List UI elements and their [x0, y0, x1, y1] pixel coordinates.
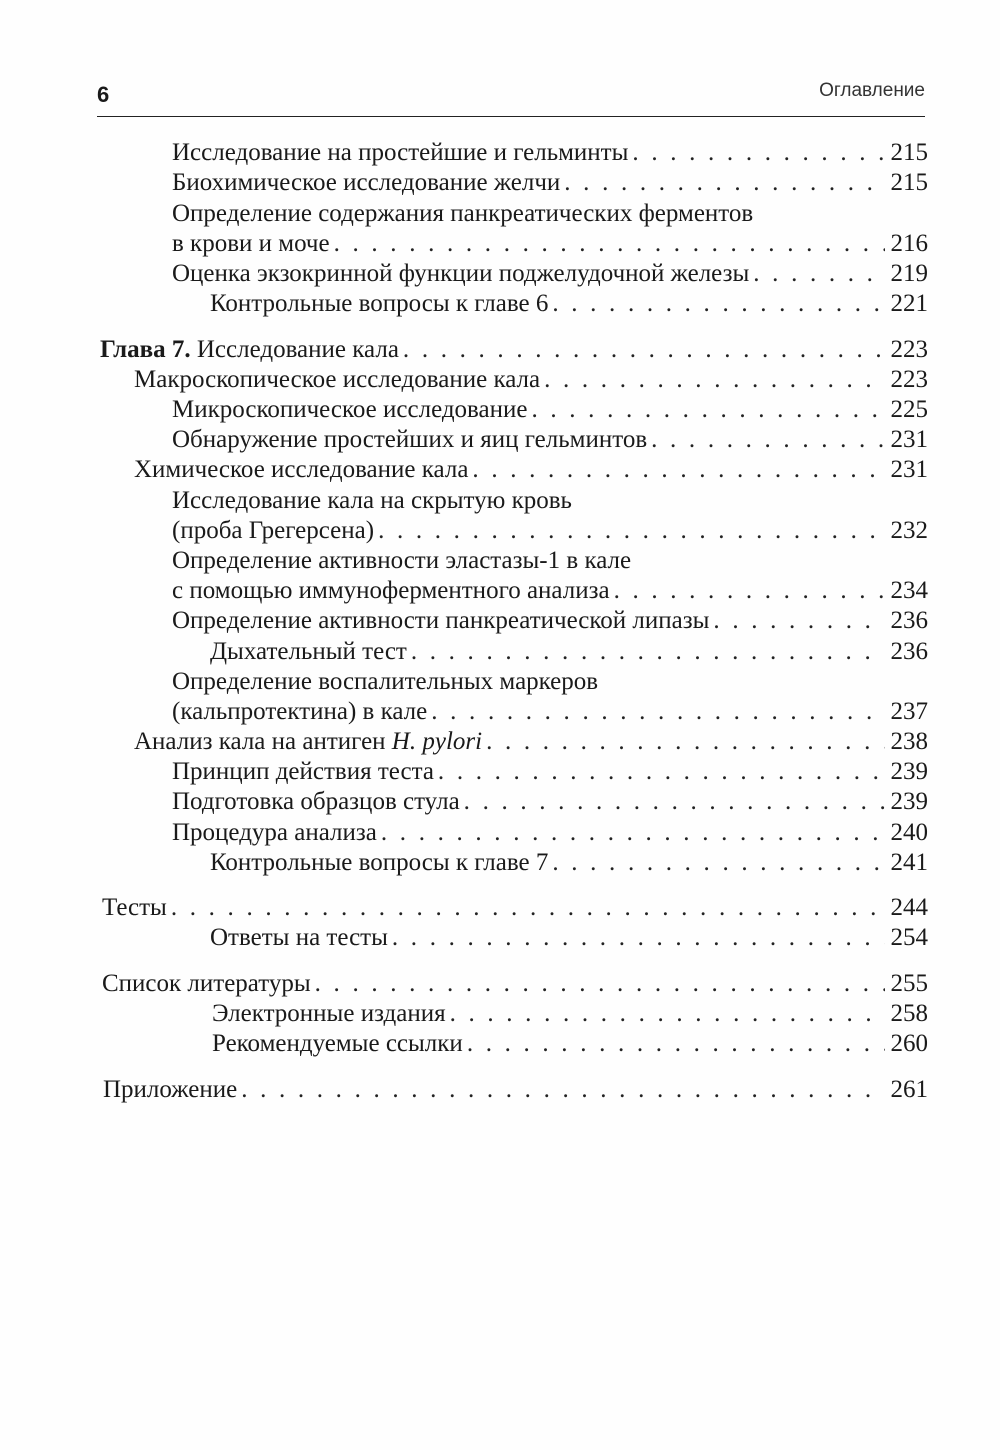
toc-entry-title: (проба Грегерсена) — [172, 516, 378, 546]
dot-leader — [614, 576, 885, 606]
toc-entry[interactable] — [210, 637, 928, 667]
toc-entry-page: 215 — [890, 139, 928, 166]
toc-entry[interactable] — [134, 365, 928, 395]
dot-leader — [552, 289, 884, 319]
chapter-label: Глава 7. — [100, 336, 191, 363]
dot-leader — [403, 335, 885, 365]
dot-leader — [241, 1075, 884, 1105]
toc-entry-page: 239 — [890, 788, 928, 815]
toc-entry-title: Химическое исследование кала — [134, 455, 472, 485]
toc-entry[interactable] — [134, 727, 928, 757]
toc-entry[interactable] — [210, 848, 928, 878]
toc-entry-page: 239 — [890, 758, 928, 785]
dot-leader — [315, 969, 885, 999]
toc-entry-page: 238 — [890, 728, 928, 755]
toc-entry[interactable] — [172, 757, 928, 787]
toc-section-entry[interactable] — [103, 1075, 928, 1105]
toc-chapter-entry[interactable] — [100, 335, 928, 365]
toc-section-entry[interactable] — [102, 893, 928, 923]
dot-leader — [753, 259, 884, 289]
toc-entry-page: 232 — [890, 517, 928, 544]
dot-leader — [381, 818, 885, 848]
dot-leader — [411, 637, 885, 667]
running-title: Оглавление — [819, 80, 925, 101]
toc-entry[interactable] — [172, 818, 928, 848]
dot-leader — [552, 848, 884, 878]
toc-entry[interactable] — [172, 516, 928, 546]
toc-entry[interactable] — [134, 455, 928, 485]
toc-entry-title: Исследование на простейшие и гельминты — [172, 138, 632, 168]
toc-entry-title: Процедура анализа — [172, 818, 381, 848]
toc-entry-title: Биохимическое исследование желчи — [172, 168, 564, 198]
toc-entry-page: 223 — [890, 336, 928, 363]
toc-entry-title: Исследование кала на скрытую кровь — [172, 487, 572, 514]
entry-title-text: Анализ кала на антиген — [134, 728, 392, 755]
toc-entry[interactable] — [172, 697, 928, 727]
toc-entry[interactable] — [172, 546, 928, 576]
toc-entry-title: Ответы на тесты — [210, 923, 392, 953]
italic-species-name: H. pylori — [391, 728, 483, 755]
page-number: 6 — [97, 82, 110, 107]
toc-entry-page: 237 — [890, 698, 928, 725]
toc-entry-title: (кальпротектина) в кале — [172, 697, 431, 727]
toc-entry-title: Микроскопическое исследование — [172, 395, 531, 425]
toc-entry[interactable] — [172, 229, 928, 259]
chapter-title: Исследование кала — [190, 336, 399, 363]
toc-entry[interactable] — [210, 923, 928, 953]
toc-entry-title: Тесты — [102, 893, 171, 923]
toc-entry-page: 236 — [890, 638, 928, 665]
dot-leader — [334, 229, 885, 259]
toc-entry-page: 223 — [890, 366, 928, 393]
toc-entry-title: Определение активности эластазы-1 в кале — [172, 547, 632, 574]
toc-entry-page: 236 — [890, 607, 928, 634]
toc-entry-title: Дыхательный тест — [210, 637, 411, 667]
dot-leader — [171, 893, 885, 923]
toc-entry-title: Оценка экзокринной функции поджелудочной железы — [172, 259, 753, 289]
toc-entry-title: Список литературы — [102, 969, 315, 999]
toc-entry[interactable] — [212, 999, 928, 1029]
dot-leader — [632, 138, 884, 168]
dot-leader — [450, 999, 885, 1029]
toc-entry-page: 258 — [890, 1000, 928, 1027]
toc-entry-title: Электронные издания — [212, 999, 450, 1029]
toc-entry-page: 231 — [890, 456, 928, 483]
toc-entry-title — [100, 335, 403, 365]
toc-entry-page: 234 — [890, 577, 928, 604]
toc-entry-page: 244 — [890, 894, 928, 921]
toc-entry-title: Принцип действия теста — [172, 757, 438, 787]
dot-leader — [464, 787, 885, 817]
toc-entry-title: в крови и моче — [172, 229, 334, 259]
toc-entry[interactable] — [172, 395, 928, 425]
dot-leader — [431, 697, 884, 727]
dot-leader — [564, 168, 884, 198]
toc-entry-title: Определение воспалительных маркеров — [172, 668, 599, 695]
dot-leader — [486, 727, 884, 757]
toc-entry[interactable] — [172, 486, 928, 516]
toc-entry[interactable] — [172, 259, 928, 289]
dot-leader — [544, 365, 884, 395]
dot-leader — [378, 516, 884, 546]
dot-leader — [467, 1029, 885, 1059]
dot-leader — [472, 455, 884, 485]
toc-entry-title: Обнаружение простейших и яиц гельминтов — [172, 425, 651, 455]
toc-entry-page: 260 — [890, 1030, 928, 1057]
toc-entry[interactable] — [172, 168, 928, 198]
toc-entry-title: Определение содержания панкреатических ферментов — [172, 200, 754, 227]
toc-entry-page: 219 — [890, 260, 928, 287]
dot-leader — [651, 425, 884, 455]
toc-entry-page: 225 — [890, 396, 928, 423]
toc-entry[interactable] — [210, 289, 928, 319]
dot-leader — [531, 395, 884, 425]
toc-entry-title: Рекомендуемые ссылки — [212, 1029, 467, 1059]
toc-entry-title — [134, 727, 486, 757]
toc-entry[interactable] — [172, 667, 928, 697]
toc-entry[interactable] — [172, 787, 928, 817]
toc-entry-page: 240 — [890, 819, 928, 846]
toc-section-entry[interactable] — [102, 969, 928, 999]
dot-leader — [392, 923, 885, 953]
toc-entry-title: Макроскопическое исследование кала — [134, 365, 544, 395]
toc-entry-page: 254 — [890, 924, 928, 951]
toc-entry-title: Контрольные вопросы к главе 7 — [210, 848, 552, 878]
dot-leader — [713, 606, 884, 636]
toc-entry[interactable] — [172, 138, 928, 168]
toc-entry[interactable] — [172, 606, 928, 636]
toc-entry[interactable] — [172, 425, 928, 455]
toc-entry-page: 261 — [890, 1076, 928, 1103]
toc-entry-title: Контрольные вопросы к главе 6 — [210, 289, 552, 319]
toc-entry-title: Подготовка образцов стула — [172, 787, 464, 817]
toc-entry-page: 215 — [890, 169, 928, 196]
toc-entry-title: Определение активности панкреатической липазы — [172, 606, 713, 636]
toc-entry-title: с помощью иммуноферментного анализа — [172, 576, 614, 606]
dot-leader — [438, 757, 885, 787]
toc-entry[interactable] — [212, 1029, 928, 1059]
toc-entry-title: Приложение — [103, 1075, 241, 1105]
toc-entry-page: 231 — [890, 426, 928, 453]
toc-entry-page: 216 — [890, 230, 928, 257]
toc-entry[interactable] — [172, 576, 928, 606]
toc-entry-page: 255 — [890, 970, 928, 997]
toc-entry[interactable] — [172, 199, 928, 229]
toc-entry-page: 241 — [890, 849, 928, 876]
toc-entry-page: 221 — [890, 290, 928, 317]
